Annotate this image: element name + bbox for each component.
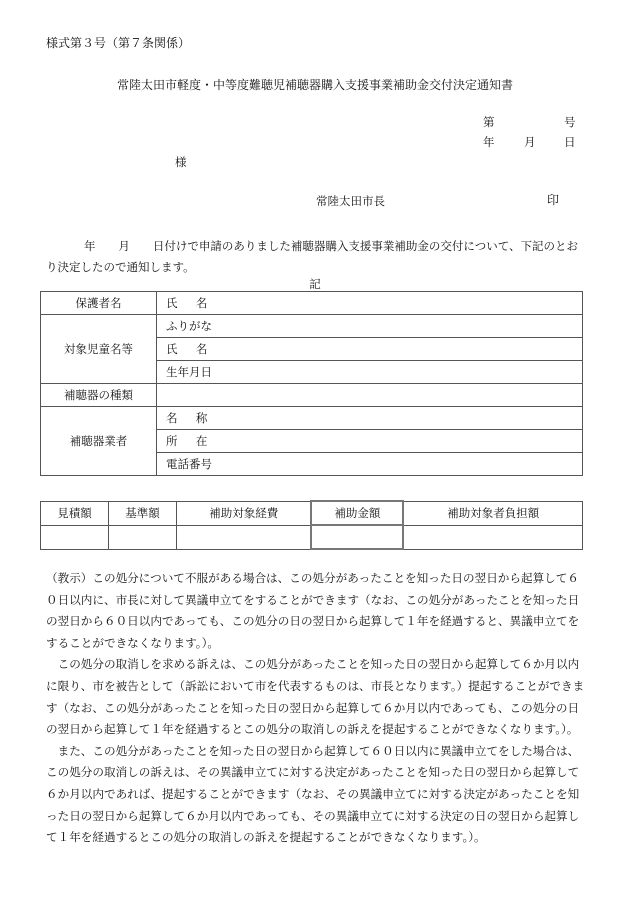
recipient-burden-value xyxy=(403,525,582,549)
reference-no-label: 第 xyxy=(483,115,495,129)
guardian-row xyxy=(41,292,583,315)
eligible-cost-header: 補助対象経費 xyxy=(176,501,311,525)
issue-date xyxy=(483,134,576,150)
device-label: 補聴器の種類 xyxy=(41,384,157,407)
reference-no-suffix: 号 xyxy=(564,115,576,129)
child-name-label: 氏名 xyxy=(166,342,226,356)
notification-body: 年 月 日付けで申請のありました補聴器購入支援事業補助金の交付について、下記のとおり決定したので通知します。 xyxy=(46,239,578,274)
dealer-name-row xyxy=(41,407,583,430)
subsidy-amount-header: 補助金額 xyxy=(311,501,403,525)
device-row xyxy=(41,384,583,407)
notice-paragraph-2: この処分の取消しを求める訴えは、この処分があったことを知った日の翌日から起算して６か月以内に限り、市を被告として（訴訟において市を代表するものは、市長となります。）提起することができます（なお、この処分があったことを知った日の翌日から起算して６か月以内であっても、この処分の日の翌日から起算して１年を経過するとこの処分の取消しの訴えを提起することができなくなります。）。 xyxy=(46,657,585,737)
child-birth-field: 生年月日 xyxy=(157,361,583,384)
amount-value-row xyxy=(41,525,583,549)
estimate-header: 見積額 xyxy=(41,501,109,525)
notice-paragraph-3: また、この処分があったことを知った日の翌日から起算して６０日以内に異議申立てをした場合は、この処分の取消しの訴えは、その異議申立てに対する決定があったことを知った日の翌日から起算して６か月以内であれば、提起することができます（なお、その異議申立てに対する決定があったことを知った日の翌日から起算して６か月以内であっても、その異議申立てに対する決定の日の翌日から起算して１年を経過するとこの処分の取消しの訴えを提起することができなくなります。）。 xyxy=(46,743,580,845)
dealer-address-field xyxy=(157,430,583,453)
child-label: 対象児童名等 xyxy=(41,315,157,384)
document-title: 常陸太田市軽度・中等度難聴児補聴器購入支援事業補助金交付決定通知書 xyxy=(116,78,513,92)
form-number: 様式第３号（第７条関係） xyxy=(46,36,191,50)
guardian-name-field xyxy=(157,292,583,315)
ki-marker: 記 xyxy=(309,277,321,291)
dealer-label: 補聴器業者 xyxy=(41,407,157,476)
addressee-honorific: 様 xyxy=(175,155,187,169)
applicant-info-table xyxy=(40,291,583,476)
dealer-name-field xyxy=(157,407,583,430)
amount-table xyxy=(40,500,583,550)
dealer-phone-field: 電話番号 xyxy=(157,453,583,476)
seal-mark: 印 xyxy=(547,193,560,207)
eligible-cost-value xyxy=(176,525,311,549)
standard-value xyxy=(108,525,176,549)
date-year: 年 xyxy=(483,135,495,149)
subsidy-amount-value xyxy=(311,525,403,549)
issuer-name: 常陸太田市長 xyxy=(316,194,385,208)
child-name-field xyxy=(157,338,583,361)
notice-paragraph-1: （教示）この処分について不服がある場合は、この処分があったことを知った日の翌日から起算して６０日以内に、市長に対して異議申立てをすることができます（なお、この処分があったことを知った日の翌日から６０日以内であっても、この処分の日の翌日から起算して１年を経過すると、異議申立てをすることができなくなります。）。 xyxy=(46,571,580,650)
recipient-burden-header: 補助対象者負担額 xyxy=(403,501,582,525)
appeal-notice xyxy=(46,568,586,849)
guardian-label: 保護者名 xyxy=(41,292,157,315)
child-furigana-field: ふりがな xyxy=(157,315,583,338)
device-field xyxy=(157,384,583,407)
guardian-name-label: 氏名 xyxy=(166,296,226,310)
date-month: 月 xyxy=(524,135,536,149)
child-furigana-row xyxy=(41,315,583,338)
date-day: 日 xyxy=(564,135,576,149)
dealer-name-label: 名称 xyxy=(166,411,226,425)
standard-header: 基準額 xyxy=(108,501,176,525)
amount-header-row xyxy=(41,501,583,525)
dealer-address-label: 所在 xyxy=(166,434,226,448)
estimate-value xyxy=(41,525,109,549)
